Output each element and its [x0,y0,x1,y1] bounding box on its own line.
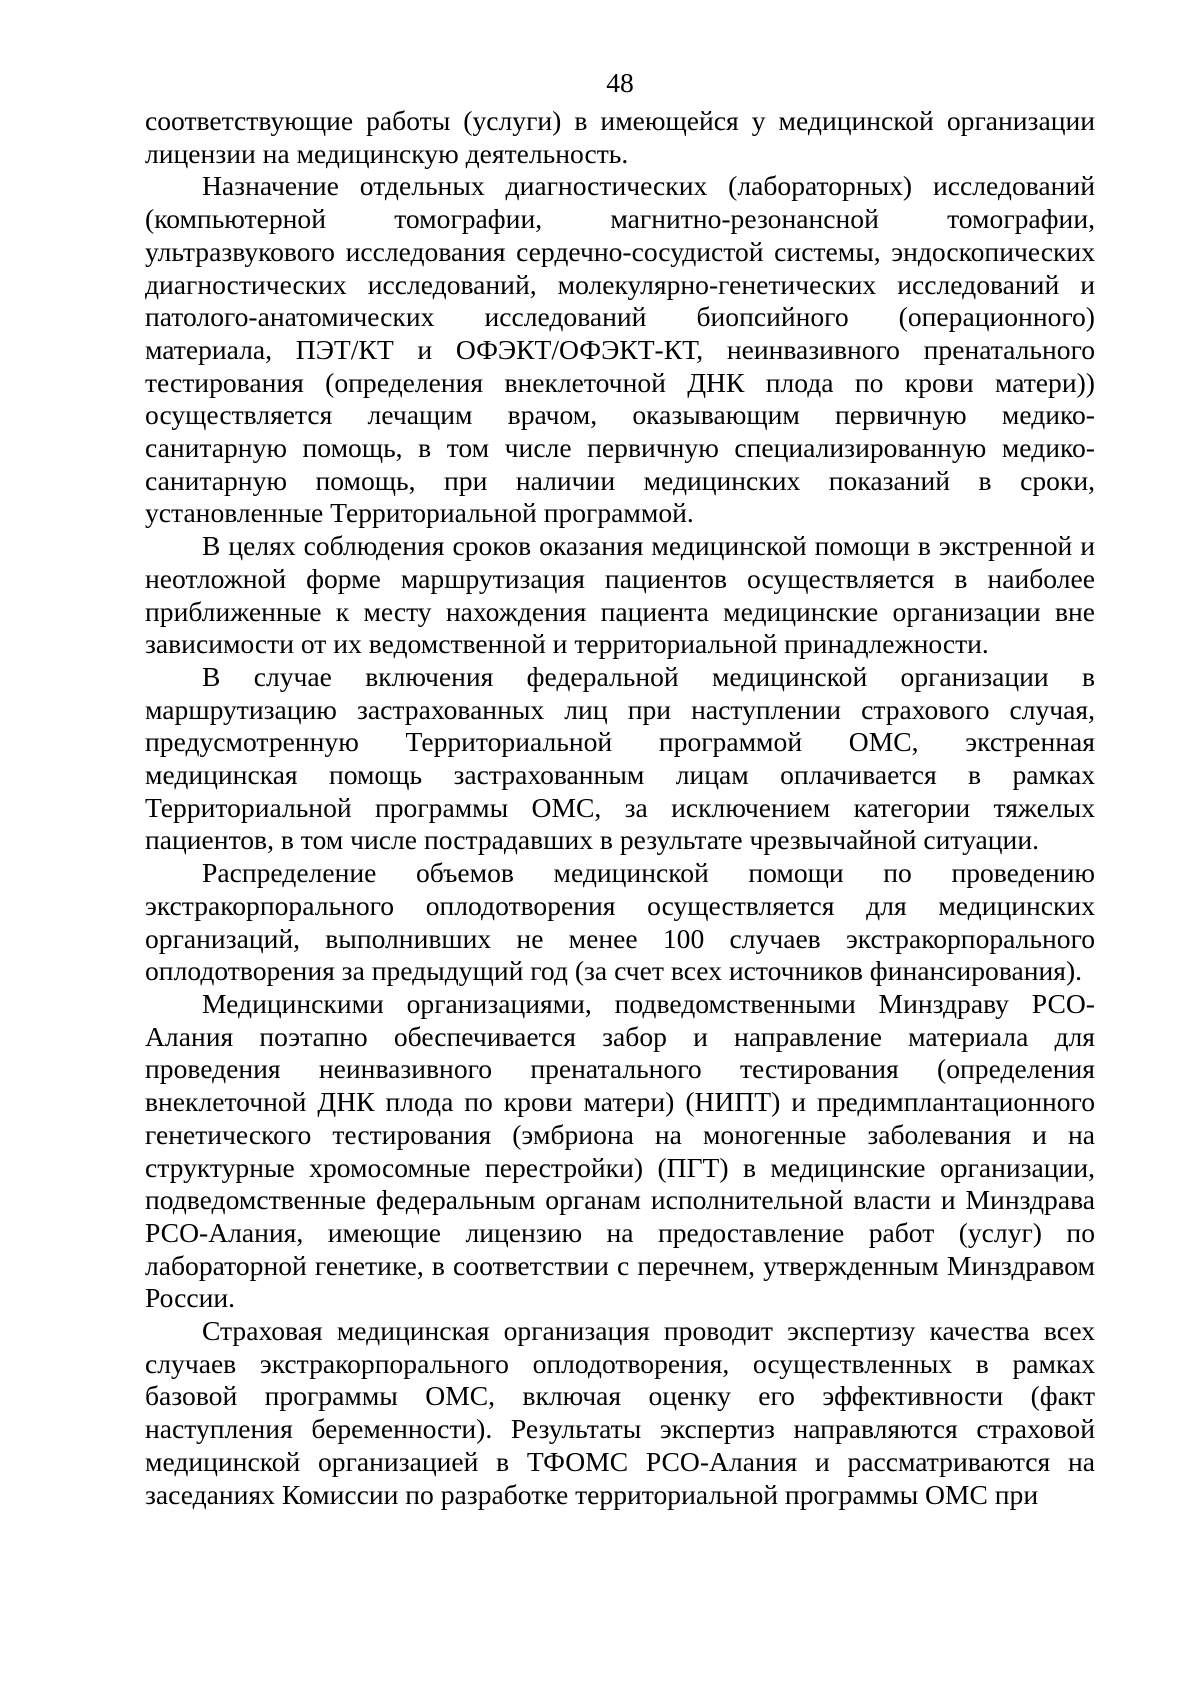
paragraph-federal-organization: В случае включения федеральной медицинской организации в маршрутизацию застрахованных лиц при наступлении страхового случая, предусмотренную Территориальной программой ОМС, экстренная медицинская помощь застрахованным лицам оплачивается в рамках Территориальной программы ОМС, за исключением категории тяжелых пациентов, в том числе пострадавших в результате чрезвычайной ситуации. [145,660,1095,856]
paragraph-emergency-routing: В целях соблюдения сроков оказания медицинской помощи в экстренной и неотложной форме маршрутизация пациентов осуществляется в наиболее приближенные к месту нахождения пациента медицинские организации вне зависимости от их ведомственной и территориальной принадлежности. [145,530,1095,660]
paragraph-diagnostic-research: Назначение отдельных диагностических (лабораторных) исследований (компьютерной томографии, магнитно-резонансной томографии, ультразвукового исследования сердечно-сосудистой системы, эндоскопических диагностических исследований, молекулярно-генетических исследований и патолого-анатомических исследований биопсийного (операционного) материала, ПЭТ/КТ и ОФЭКТ/ОФЭКТ-КТ, неинвазивного пренатального тестирования (определения внеклеточной ДНК плода по крови матери)) осуществляется лечащим врачом, оказывающим первичную медико-санитарную помощь, в том числе первичную специализированную медико-санитарную помощь, при наличии медицинских показаний в сроки, установленные Территориальной программой. [145,170,1095,529]
document-page [145,64,1095,1511]
paragraph-eco-distribution: Распределение объемов медицинской помощи по проведению экстракорпорального оплодотворения осуществляется для медицинских организаций, выполнивших не менее 100 случаев экстракорпорального оплодотворения за предыдущий год (за счет всех источников финансирования). [145,857,1095,987]
paragraph-continuation: соответствующие работы (услуги) в имеющейся у медицинской организации лицензии на медицинскую деятельность. [145,105,1095,169]
page-number: 48 [606,67,634,98]
paragraph-insurance-expertise: Страховая медицинская организация проводит экспертизу качества всех случаев экстракорпорального оплодотворения, осуществленных в рамках базовой программы ОМС, включая оценку его эффективности (факт наступления беременности). Результаты экспертиз направляются страховой медицинской организацией в ТФОМС РСО-Алания и рассматриваются на заседаниях Комиссии по разработке территориальной программы ОМС при [145,1315,1095,1510]
paragraph-genetic-testing: Медицинскими организациями, подведомственными Минздраву РСО-Алания поэтапно обеспечивается забор и направление материала для проведения неинвазивного пренатального тестирования (определения внеклеточной ДНК плода по крови матери) (НИПТ) и предимплантационного генетического тестирования (эмбриона на моногенные заболевания и на структурные хромосомные перестройки) (ПГТ) в медицинские организации, подведомственные федеральным органам исполнительной власти и Минздрава РСО-Алания, имеющие лицензию на предоставление работ (услуг) по лабораторной генетике, в соответствии с перечнем, утвержденным Минздравом России. [145,987,1095,1314]
